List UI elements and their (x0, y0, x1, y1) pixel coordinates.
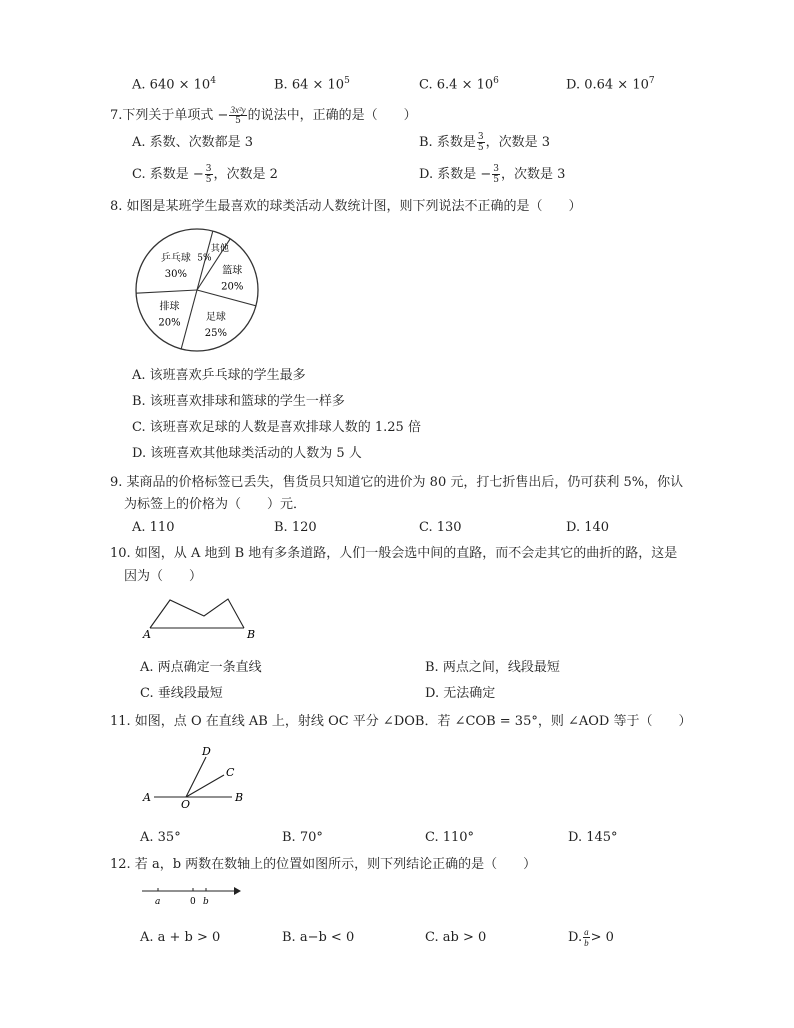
label-d: D (202, 745, 211, 758)
q11-option-b: B. 70° (282, 830, 323, 845)
label-o: O (181, 798, 191, 810)
tick-label-a: a (155, 897, 161, 907)
q10-stem-line1: 10. 如图，从 A 地到 B 地有多条道路，人们一般会选中间的直路，而不会走其它的曲折的路，这是 (110, 546, 678, 561)
point-b-label: B (247, 628, 256, 641)
q10-option-d: D. 无法确定 (425, 686, 496, 701)
tick-label-0: 0 (190, 897, 196, 907)
q8-option-c: C. 该班喜欢足球的人数是喜欢排球人数的 1.25 倍 (132, 420, 421, 435)
q9-option-d: D. 140 (566, 520, 610, 535)
pie-slice-name: 篮球 (222, 265, 243, 277)
q8-stem: 8. 如图是某班学生最喜欢的球类活动人数统计图，则下列说法不正确的是（ ） (110, 199, 582, 214)
pie-slice-value: 20% (221, 281, 244, 293)
q10-option-c: C. 垂线段最短 (140, 686, 223, 701)
pie-chart (130, 226, 265, 358)
label-b: B (235, 791, 244, 804)
q7-option-b: B. 系数是 $\frac{3}{5}$ ，次数是 3 (419, 132, 550, 153)
q12-option-a: A. a + b > 0 (140, 930, 221, 945)
q7-option-c: C. 系数是 − $\frac{3}{5}$ ，次数是 2 (132, 164, 278, 185)
q11-option-a: A. 35° (140, 830, 181, 845)
pie-slice-name: 其他 (210, 243, 229, 254)
q11-option-d: D. 145° (568, 830, 618, 845)
q9-option-a: A. 110 (132, 520, 175, 535)
pie-slice-name: 排球 (159, 301, 180, 313)
q9-stem-line2: 为标签上的价格为（ ）元． (124, 497, 307, 512)
q10-stem-line2: 因为（ ） (124, 569, 203, 584)
tick-label-b: b (203, 897, 209, 907)
route-figure (140, 594, 270, 644)
q8-option-b: B. 该班喜欢排球和篮球的学生一样多 (132, 394, 345, 409)
q12-stem: 12. 若 a，b 两数在数轴上的位置如图所示，则下列结论正确的是（ ） (110, 857, 537, 872)
q11-option-c: C. 110° (425, 830, 475, 845)
number-line (140, 882, 244, 912)
pie-slice-value: 25% (204, 327, 228, 339)
winding-path (150, 599, 244, 628)
pie-slice-value: 30% (164, 268, 188, 280)
point-a-label: A (143, 628, 151, 641)
label-a: A (143, 791, 151, 804)
q12-option-c: C. ab > 0 (425, 930, 487, 945)
q9-option-c: C. 130 (419, 520, 462, 535)
q6-option-c: C. $6.4 \times 10^6$ (419, 76, 499, 93)
q6-option-d: D. $0.64 \times 10^7$ (566, 76, 655, 93)
angle-figure (140, 744, 252, 810)
pie-slice-name: 乒乓球 (160, 252, 191, 264)
q10-option-b: B. 两点之间，线段最短 (425, 660, 560, 675)
q7-option-a: A. 系数、次数都是 3 (132, 135, 254, 150)
q12-option-d: D. $\frac{a}{b}$ > 0 (568, 927, 614, 948)
q10-option-a: A. 两点确定一条直线 (140, 660, 262, 675)
q11-stem: 11. 如图，点 O 在直线 AB 上，射线 OC 平分 ∠DOB．若 ∠COB = 35°，则 ∠AOD 等于（ ） (110, 714, 692, 729)
q8-option-a: A. 该班喜欢乒乓球的学生最多 (132, 368, 306, 383)
pie-slice-name: 足球 (205, 311, 226, 323)
q7-stem: 7.下列关于单项式 − $\frac{\text{3x²y}}{5}$ 的说法中，正确的是（ ） (110, 105, 417, 126)
q6-option-a: A. $640 \times 10^4$ (132, 76, 216, 93)
q12-option-b: B. a−b < 0 (282, 930, 355, 945)
q8-option-d: D. 该班喜欢其他球类活动的人数为 5 人 (132, 446, 362, 461)
label-c: C (226, 766, 235, 779)
q9-option-b: B. 120 (274, 520, 317, 535)
q7-option-d: D. 系数是 − $\frac{3}{5}$ ，次数是 3 (419, 164, 566, 185)
pie-slice-value: 5% (197, 253, 212, 264)
q6-option-b: B. $64 \times 10^5$ (274, 76, 350, 93)
number-line-arrow (234, 887, 241, 895)
pie-slice-value: 20% (158, 317, 181, 329)
q9-stem-line1: 9. 某商品的价格标签已丢失，售货员只知道它的进价为 80 元，打七折售出后，仍可获利 5%，你认 (110, 475, 684, 490)
